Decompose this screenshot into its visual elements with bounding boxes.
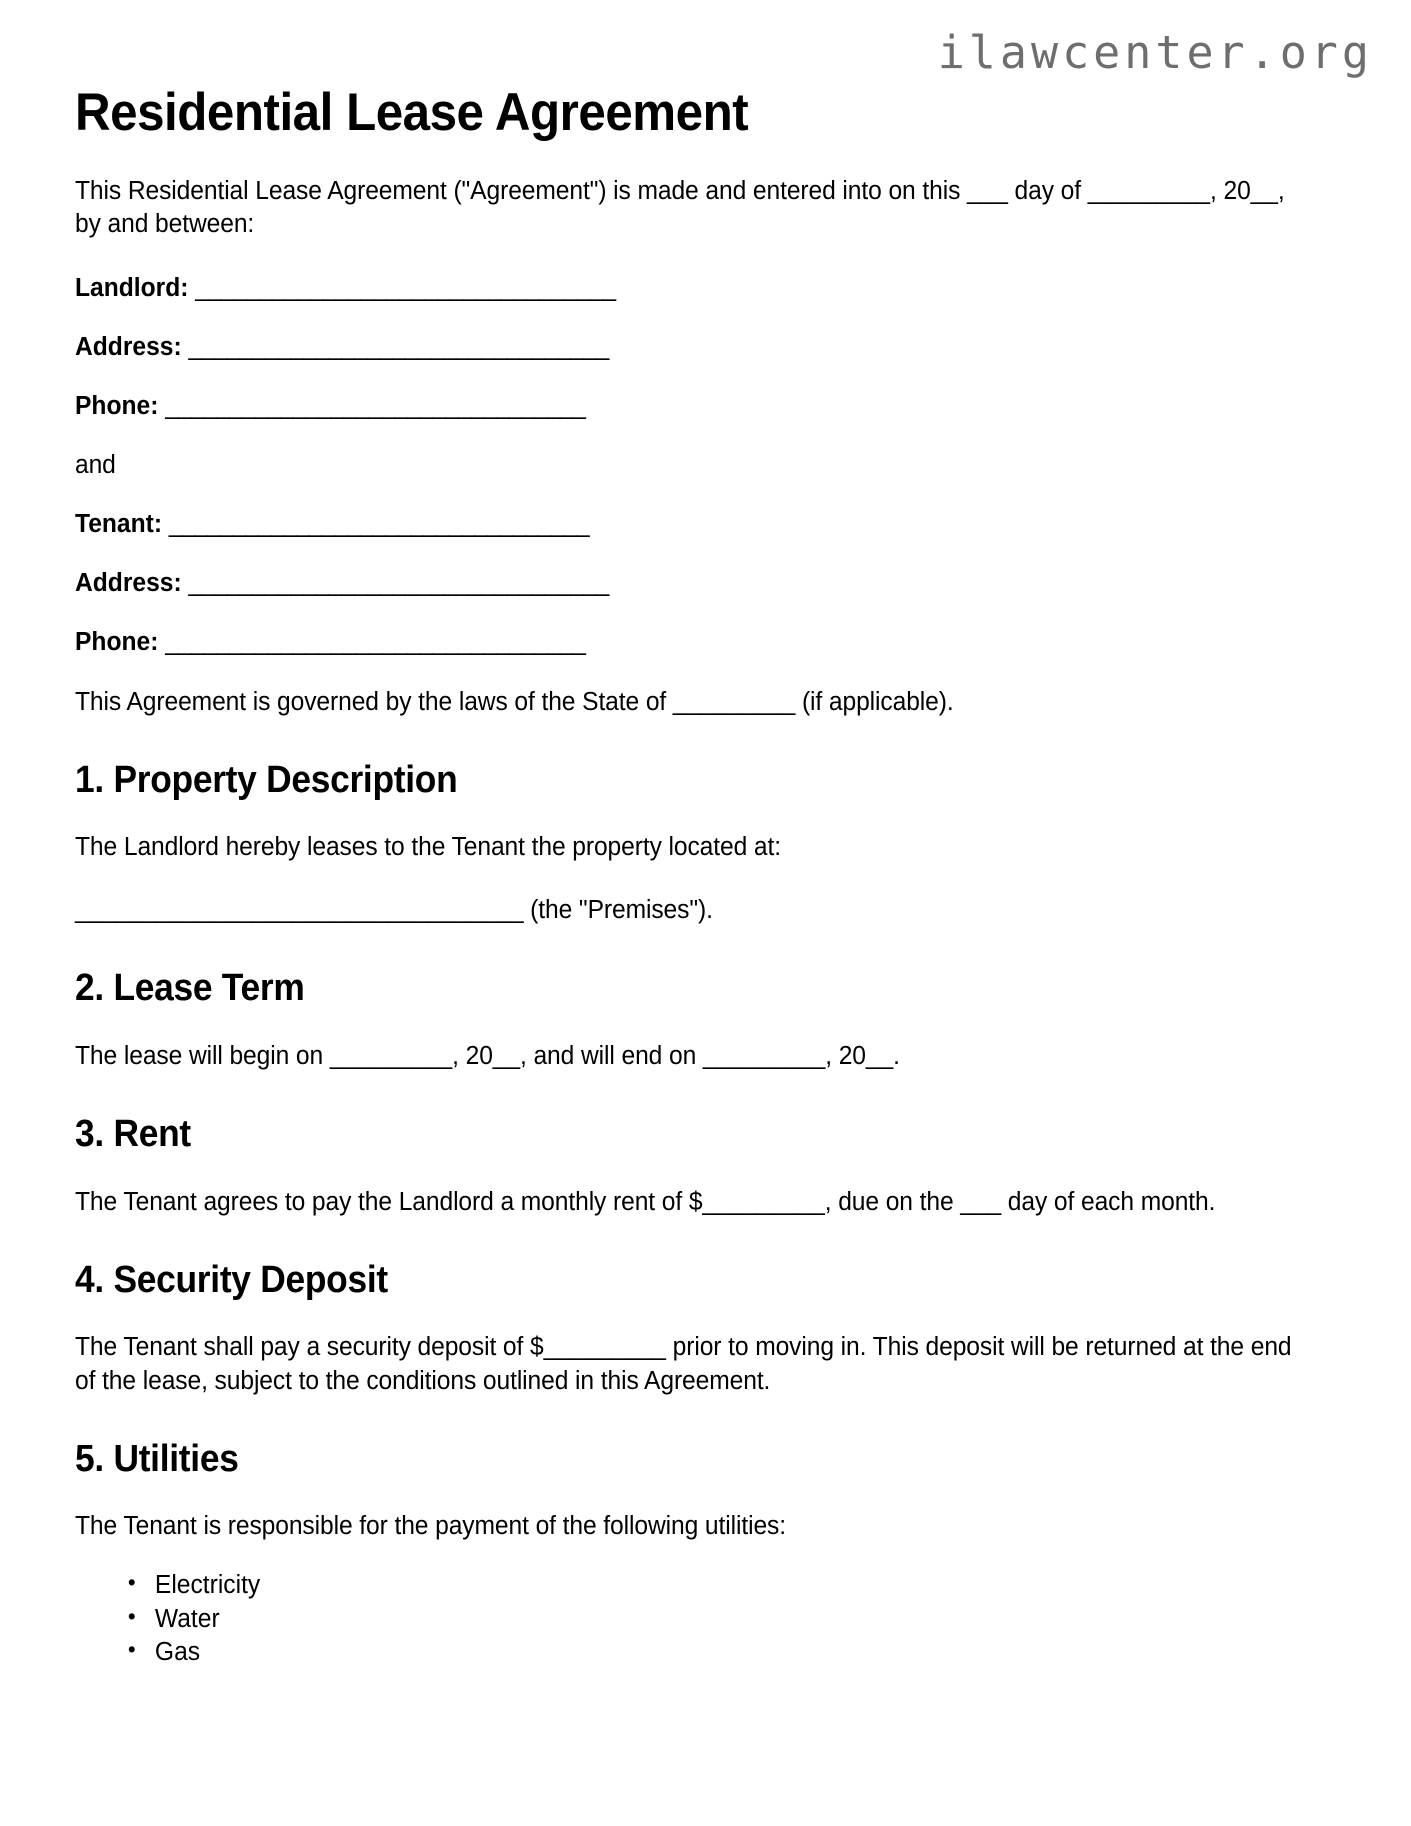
field-landlord-name <box>75 272 1292 305</box>
field-label-tenant-phone: Phone: <box>75 628 159 657</box>
section-body-utilities: The Tenant is responsible for the payment of the following utilities: <box>75 1512 787 1541</box>
section-body-premises-blank[interactable]: _________________________________ (the "Premises"). <box>75 896 713 925</box>
intro-paragraph: This Residential Lease Agreement ("Agreement") is made and entered into on this ___ day of _________, 20__, by and between: <box>75 177 1285 239</box>
field-tenant-phone <box>75 626 1292 659</box>
field-blank-landlord[interactable]: _________________________________ <box>195 273 616 302</box>
field-tenant-address <box>75 567 1292 600</box>
page-title: Residential Lease Agreement <box>75 83 749 142</box>
section-body-rent: The Tenant agrees to pay the Landlord a monthly rent of $_________, due on the ___ day of each month. <box>75 1187 1216 1216</box>
site-watermark: ilawcenter.org <box>937 26 1373 79</box>
list-item: • Electricity <box>153 1569 1295 1602</box>
parties-conjunction: and <box>75 450 116 479</box>
section-body-security-deposit: The Tenant shall pay a security deposit of $_________ prior to moving in. This deposit will be returned at the end of the lease, subject to the conditions outlined in this Agreement. <box>75 1333 1292 1395</box>
field-label-landlord-address: Address: <box>75 332 182 361</box>
section-heading-lease-term: 2. Lease Term <box>75 967 305 1010</box>
list-item: • Water <box>153 1603 1295 1636</box>
field-tenant-name <box>75 508 1292 541</box>
governing-law-paragraph: This Agreement is governed by the laws of the State of _________ (if applicable). <box>75 687 954 716</box>
field-label-tenant-address: Address: <box>75 569 182 598</box>
field-blank-tenant-address[interactable]: _________________________________ <box>188 569 609 598</box>
field-blank-landlord-address[interactable]: _________________________________ <box>188 332 609 361</box>
field-landlord-address <box>75 331 1292 364</box>
section-body-lease-term: The lease will begin on _________, 20__, and will end on _________, 20__. <box>75 1042 900 1071</box>
section-heading-utilities: 5. Utilities <box>75 1437 239 1480</box>
field-label-landlord-phone: Phone: <box>75 391 159 420</box>
field-landlord-phone <box>75 390 1292 423</box>
field-blank-tenant[interactable]: _________________________________ <box>168 510 589 539</box>
field-label-tenant: Tenant: <box>75 510 163 539</box>
utilities-list <box>75 1569 1336 1668</box>
section-heading-property-description: 1. Property Description <box>75 758 458 801</box>
section-body-property-description: The Landlord hereby leases to the Tenant the property located at: <box>75 833 782 862</box>
list-item: • Gas <box>153 1636 1295 1669</box>
field-blank-landlord-phone[interactable]: _________________________________ <box>165 391 586 420</box>
section-heading-rent: 3. Rent <box>75 1113 191 1156</box>
field-blank-tenant-phone[interactable]: _________________________________ <box>165 628 586 657</box>
field-label-landlord: Landlord: <box>75 273 189 302</box>
section-heading-security-deposit: 4. Security Deposit <box>75 1258 388 1301</box>
